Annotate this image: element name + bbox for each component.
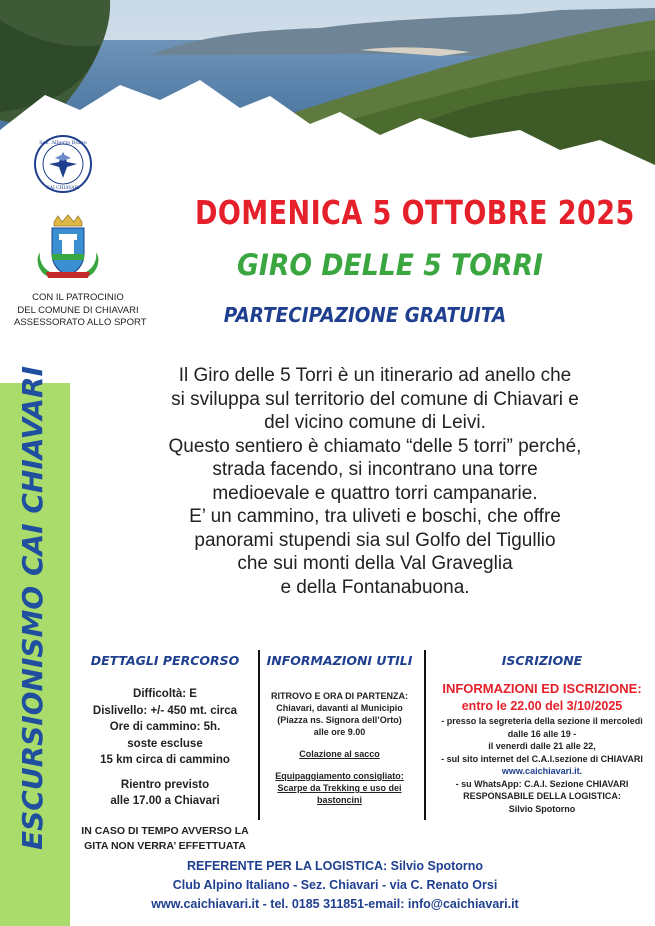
route-detail-line: soste escluse xyxy=(127,737,203,750)
cai-logo-text-top: Sez. Alberto Bozzo xyxy=(39,140,87,146)
patronage-line: ASSESSORATO ALLO SPORT xyxy=(14,317,147,328)
route-detail-line: Ore di cammino: 5h. xyxy=(109,721,221,733)
registration-body xyxy=(432,680,652,815)
patronage-line: CON IL PATROCINIO xyxy=(32,292,124,303)
footer-logistics: REFERENTE PER LA LOGISTICA: Silvio Spotorno xyxy=(186,859,484,873)
registration-line: il venerdì dalle 21 alle 22, xyxy=(488,741,596,751)
description-line: medioevale e quattro torri campanarie. xyxy=(212,482,538,504)
useful-info-column xyxy=(262,653,417,806)
description-line: strada facendo, si incontrano una torre xyxy=(212,459,538,480)
footer xyxy=(90,857,580,914)
registration-column xyxy=(432,653,652,815)
meeting-point-line: alle ore 9.00 xyxy=(313,727,366,737)
footer-contacts[interactable]: www.caichiavari.it - tel. 0185 311851-email: info@caichiavari.it xyxy=(151,897,519,911)
column-divider xyxy=(424,650,426,820)
weather-warning-line: IN CASO DI TEMPO AVVERSO LA xyxy=(81,824,249,837)
useful-info-body xyxy=(262,690,417,806)
registration-line: RESPONSABILE DELLA LOGISTICA: xyxy=(463,791,621,801)
route-detail-line: 15 km circa di cammino xyxy=(100,754,230,766)
column-divider xyxy=(258,650,260,820)
lunch-note: Colazione al sacco xyxy=(299,749,380,759)
useful-info-heading: INFORMAZIONI UTILI xyxy=(266,653,413,668)
event-description xyxy=(125,364,625,599)
description-line: Il Giro delle 5 Torri è un itinerario ad anello che xyxy=(178,365,572,386)
equipment-line: Equipaggiamento consigliato: xyxy=(275,771,404,781)
description-line: panorami stupendi sia sul Golfo del Tigullio xyxy=(194,529,556,551)
description-line: Questo sentiero è chiamato “delle 5 torri” perché, xyxy=(168,435,582,457)
equipment-line: bastoncini xyxy=(316,795,362,805)
route-details-heading: DETTAGLI PERCORSO xyxy=(90,653,240,668)
footer-address: Club Alpino Italiano - Sez. Chiavari - via C. Renato Orsi xyxy=(172,878,498,892)
weather-warning xyxy=(80,824,250,854)
route-details-body xyxy=(80,686,250,854)
website-link[interactable]: www.caichiavari.it. xyxy=(501,766,583,776)
registration-line: dalle 16 alle 19 - xyxy=(507,728,577,739)
registration-heading: ISCRIZIONE xyxy=(501,653,583,668)
registration-line: Silvio Spotorno xyxy=(508,803,576,814)
description-line: si sviluppa sul territorio del comune di Chiavari e xyxy=(171,388,579,410)
registration-line: - presso la segreteria della sezione il mercoledì xyxy=(441,716,643,726)
registration-deadline: entro le 22.00 del 3/10/2025 xyxy=(461,699,623,713)
cai-logo xyxy=(33,134,93,194)
patronage-line: DEL COMUNE DI CHIAVARI xyxy=(17,304,139,316)
route-details-column xyxy=(80,653,250,854)
meeting-point-line: RITROVO E ORA DI PARTENZA: xyxy=(271,691,408,701)
cai-logo-text-bottom: CAI CHIAVARI xyxy=(46,186,80,191)
return-time-line: Rientro previsto xyxy=(120,778,210,791)
patronage-text xyxy=(14,292,147,330)
registration-line: - su WhatsApp: C.A.I. Sezione CHIAVARI xyxy=(455,778,629,789)
description-line: e della Fontanabuona. xyxy=(280,576,470,598)
description-line: che sui monti della Val Graveglia xyxy=(237,553,513,574)
coat-of-arms-logo xyxy=(32,212,104,284)
registration-info-title: INFORMAZIONI ED ISCRIZIONE: xyxy=(442,681,642,696)
registration-line: - sul sito internet del C.A.I.sezione di CHIAVARI xyxy=(441,753,643,764)
equipment-line: Scarpe da Trekking e uso dei xyxy=(277,783,402,793)
meeting-point-line: Chiavari, davanti al Municipio xyxy=(276,703,403,713)
weather-warning-line: GITA NON VERRA’ EFFETTUATA xyxy=(84,839,246,852)
landscape-photo xyxy=(0,0,655,200)
event-name-title: GIRO DELLE 5 TORRI xyxy=(237,248,543,282)
description-line: E’ un cammino, tra uliveti e boschi, che offre xyxy=(189,506,561,527)
description-line: del vicino comune di Leivi. xyxy=(264,412,486,433)
route-detail-line: Difficoltà: E xyxy=(133,688,197,700)
side-band-text: ESCURSIONISMO CAI CHIAVARI xyxy=(16,366,49,850)
event-date-title: DOMENICA 5 OTTOBRE 2025 xyxy=(195,193,635,232)
route-detail-line: Dislivello: +/- 450 mt. circa xyxy=(92,704,238,717)
return-time-line: alle 17.00 a Chiavari xyxy=(110,795,220,807)
participation-subtitle: PARTECIPAZIONE GRATUITA xyxy=(223,303,507,327)
meeting-point-line: (Piazza ns. Signora dell’Orto) xyxy=(277,715,402,725)
